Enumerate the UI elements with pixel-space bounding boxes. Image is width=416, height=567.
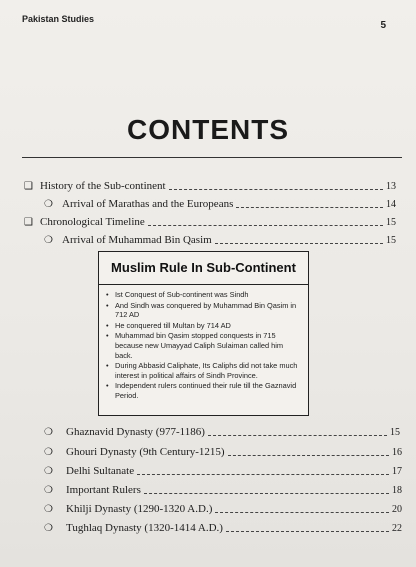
toc-entry-label: History of the Sub-continent [40, 180, 166, 192]
square-bullet-icon: ❑ [24, 181, 33, 192]
dot-leader [137, 473, 389, 475]
toc-entry [44, 446, 402, 458]
box-bullet-item: • And Sindh was conquered by Muhammad Bin Qasim in 712 AD [105, 301, 300, 320]
circle-bullet-icon: ❍ [44, 235, 53, 246]
title-divider [22, 157, 402, 158]
box-bullet-item: • During Abbasid Caliphate, Its Caliphs did not take much interest in political affairs of Sindh Province. [105, 361, 300, 380]
circle-bullet-icon: ❍ [44, 199, 53, 210]
toc-entry-label: Arrival of Muhammad Bin Qasim [62, 234, 212, 246]
toc-entry-page: 15 [386, 235, 396, 246]
toc-entry-label: Ghaznavid Dynasty (977-1186) [66, 426, 205, 438]
toc-entry [44, 198, 396, 210]
dot-leader [236, 206, 383, 208]
box-bullet-list [105, 290, 300, 402]
toc-entry [44, 234, 396, 246]
toc-entry-page: 15 [390, 427, 400, 438]
toc-entry-label: Delhi Sultanate [66, 465, 135, 477]
page-number: 5 [380, 20, 386, 31]
circle-bullet-icon: ❍ [44, 447, 53, 458]
box-bullet-item: • He conquered till Multan by 714 AD [105, 321, 300, 331]
dot-leader [228, 454, 389, 456]
circle-bullet-icon: ❍ [44, 523, 53, 534]
toc-entry-label: Chronological Timeline [40, 216, 145, 228]
muslim-rule-box [98, 251, 309, 416]
contents-title: CONTENTS [127, 114, 289, 145]
dot-leader [215, 242, 383, 244]
circle-bullet-icon: ❍ [44, 504, 53, 515]
box-title: Muslim Rule In Sub-Continent [111, 260, 296, 275]
toc-entry [44, 426, 400, 438]
dot-leader [215, 511, 389, 513]
box-bullet-item: • Ist Conquest of Sub-continent was Sindh [105, 290, 300, 300]
toc-entry-page: 22 [392, 523, 402, 534]
dot-leader [226, 530, 389, 532]
toc-entry-label: Khilji Dynasty (1290-1320 A.D.) [66, 503, 213, 515]
toc-entry [44, 465, 402, 477]
toc-entry-page: 16 [392, 447, 402, 458]
dot-leader [144, 492, 389, 494]
toc-entry-label: Ghouri Dynasty (9th Century-1215) [66, 446, 225, 458]
box-divider [99, 284, 308, 285]
box-bullet-item: • Independent rulers continued their rule till the Gaznavid Period. [105, 381, 300, 400]
toc-entry-page: 13 [386, 181, 396, 192]
toc-entry-page: 15 [386, 217, 396, 228]
box-bullet-item: • Muhammad bin Qasim stopped conquests in 715 because new Umayyad Caliph Sulaiman called him back. [105, 331, 300, 360]
dot-leader [208, 434, 387, 436]
circle-bullet-icon: ❍ [44, 427, 53, 438]
toc-entry-page: 14 [386, 199, 396, 210]
toc-entry-label: Arrival of Marathas and the Europeans [62, 198, 234, 210]
toc-entry [24, 180, 396, 192]
toc-entry [24, 216, 396, 228]
toc-entry-page: 20 [392, 504, 402, 515]
toc-entry [44, 484, 402, 496]
circle-bullet-icon: ❍ [44, 466, 53, 477]
circle-bullet-icon: ❍ [44, 485, 53, 496]
dot-leader [169, 188, 383, 190]
square-bullet-icon: ❑ [24, 217, 33, 228]
dot-leader [148, 224, 383, 226]
toc-entry [44, 522, 402, 534]
toc-entry-label: Important Rulers [66, 484, 141, 496]
toc-entry-page: 18 [392, 485, 402, 496]
toc-entry [44, 503, 402, 515]
toc-entry-label: Tughlaq Dynasty (1320-1414 A.D.) [66, 522, 223, 534]
toc-entry-page: 17 [392, 466, 402, 477]
running-header-title: Pakistan Studies [22, 14, 95, 24]
